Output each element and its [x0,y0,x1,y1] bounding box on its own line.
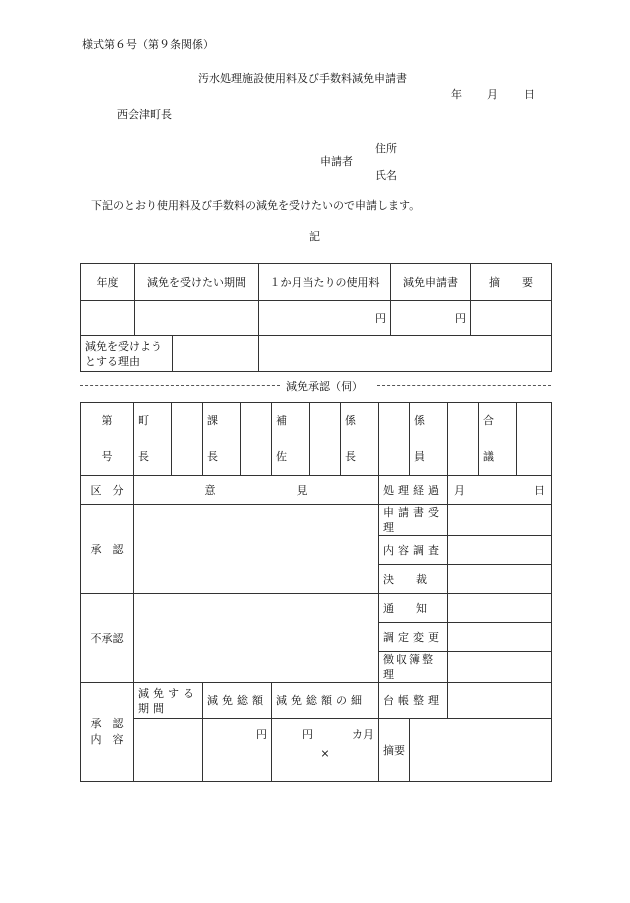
applicant-label: 申請者 [320,155,353,168]
applicant-name-label: 氏名 [375,169,397,182]
opinion-header-a: 意 [204,483,216,497]
step-receipt-date[interactable] [448,505,552,536]
ki-label: 記 [309,230,320,243]
total-detail-value-cell[interactable] [272,719,379,782]
approve-opinion-cell[interactable] [134,505,379,594]
divider-left [80,385,280,386]
stamp-unit-chief-box[interactable] [379,403,410,476]
date-month: 月 [487,88,498,101]
header-year: 年度 [81,264,135,301]
detail-months: カ月 [352,728,374,741]
applicant-address-label: 住所 [375,142,397,155]
process-header: 処理経過 [379,476,448,505]
step-ledger: 台帳整理 [379,683,448,719]
step-investigation-date[interactable] [448,536,552,565]
approve-label: 承 認 [81,505,134,594]
request-text: 下記のとおり使用料及び手数料の減免を受けたいので申請します。 [91,199,421,212]
disapprove-label: 不承認 [81,594,134,683]
opinion-header-b: 見 [296,483,308,497]
date-year: 年 [451,88,462,101]
note-cell[interactable] [471,301,552,336]
document-title: 汚水処理施設使用料及び手数料減免申請書 [198,72,407,85]
stamp-staff-label: 係 員 [410,403,448,476]
stamp-mayor-label: 町 長 [134,403,172,476]
stamp-mayor-box[interactable] [172,403,203,476]
stamp-assistant-label: 補 佐 [272,403,310,476]
note-label: 摘要 [379,719,410,782]
step-ledger-date[interactable] [448,683,552,719]
stamp-number: 第 号 [81,403,134,476]
stamp-unit-chief-label: 係 長 [341,403,379,476]
total-label: 減免総額 [203,683,272,719]
total-detail-label: 減免総額の細 [272,683,379,719]
reason-row [81,336,259,372]
stamp-assistant-box[interactable] [310,403,341,476]
detail-times: × [320,747,330,760]
header-period: 減免を受けたい期間 [135,264,259,301]
opinion-header [134,476,379,505]
approval-divider-label: 減免承認（伺） [286,380,363,393]
approval-table [80,402,552,782]
detail-yen: 円 [302,728,313,741]
header-reduction-amount: 減免申請書 [391,264,471,301]
form-number: 様式第６号（第９条関係） [82,38,214,51]
step-receipt: 申請書受理 [379,505,448,536]
step-ledger-collection-date[interactable] [448,652,552,683]
step-adjustment-date[interactable] [448,623,552,652]
reason-label: 減免を受けようとする理由 [81,336,173,371]
stamp-consultation-box[interactable] [517,403,552,476]
step-notice: 通 知 [379,594,448,623]
step-investigation: 内容調査 [379,536,448,565]
step-notice-date[interactable] [448,594,552,623]
step-ledger-collection: 徴収簿整理 [379,652,448,683]
content-label: 承 認 内 容 [81,683,134,782]
period-cell[interactable] [135,301,259,336]
header-note: 摘 要 [471,264,552,301]
step-adjustment: 調定変更 [379,623,448,652]
stamp-consultation-label: 合 議 [479,403,517,476]
disapprove-opinion-cell[interactable] [134,594,379,683]
reduction-amount-cell[interactable]: 円 [391,301,471,336]
application-table [80,263,552,372]
month-label: 月 [454,483,465,497]
date-day: 日 [524,88,535,101]
stamp-section-chief-label: 課 長 [203,403,241,476]
addressee: 西会津町長 [117,108,172,121]
step-decision: 決 裁 [379,565,448,594]
stamp-staff-box[interactable] [448,403,479,476]
divider-right [377,385,551,386]
day-label: 日 [534,483,545,497]
month-day-header [448,476,552,505]
header-monthly-fee: １か月当たりの使用料 [259,264,391,301]
monthly-fee-cell[interactable]: 円 [259,301,391,336]
note-value-cell[interactable] [410,719,552,782]
period-label: 減免する期間 [134,683,203,719]
step-decision-date[interactable] [448,565,552,594]
total-value-cell[interactable]: 円 [203,719,272,782]
kubun-header: 区 分 [81,476,134,505]
stamp-section-chief-box[interactable] [241,403,272,476]
year-cell[interactable] [81,301,135,336]
reason-input[interactable] [173,336,258,371]
reason-cell[interactable] [259,336,552,372]
period-value-cell[interactable] [134,719,203,782]
